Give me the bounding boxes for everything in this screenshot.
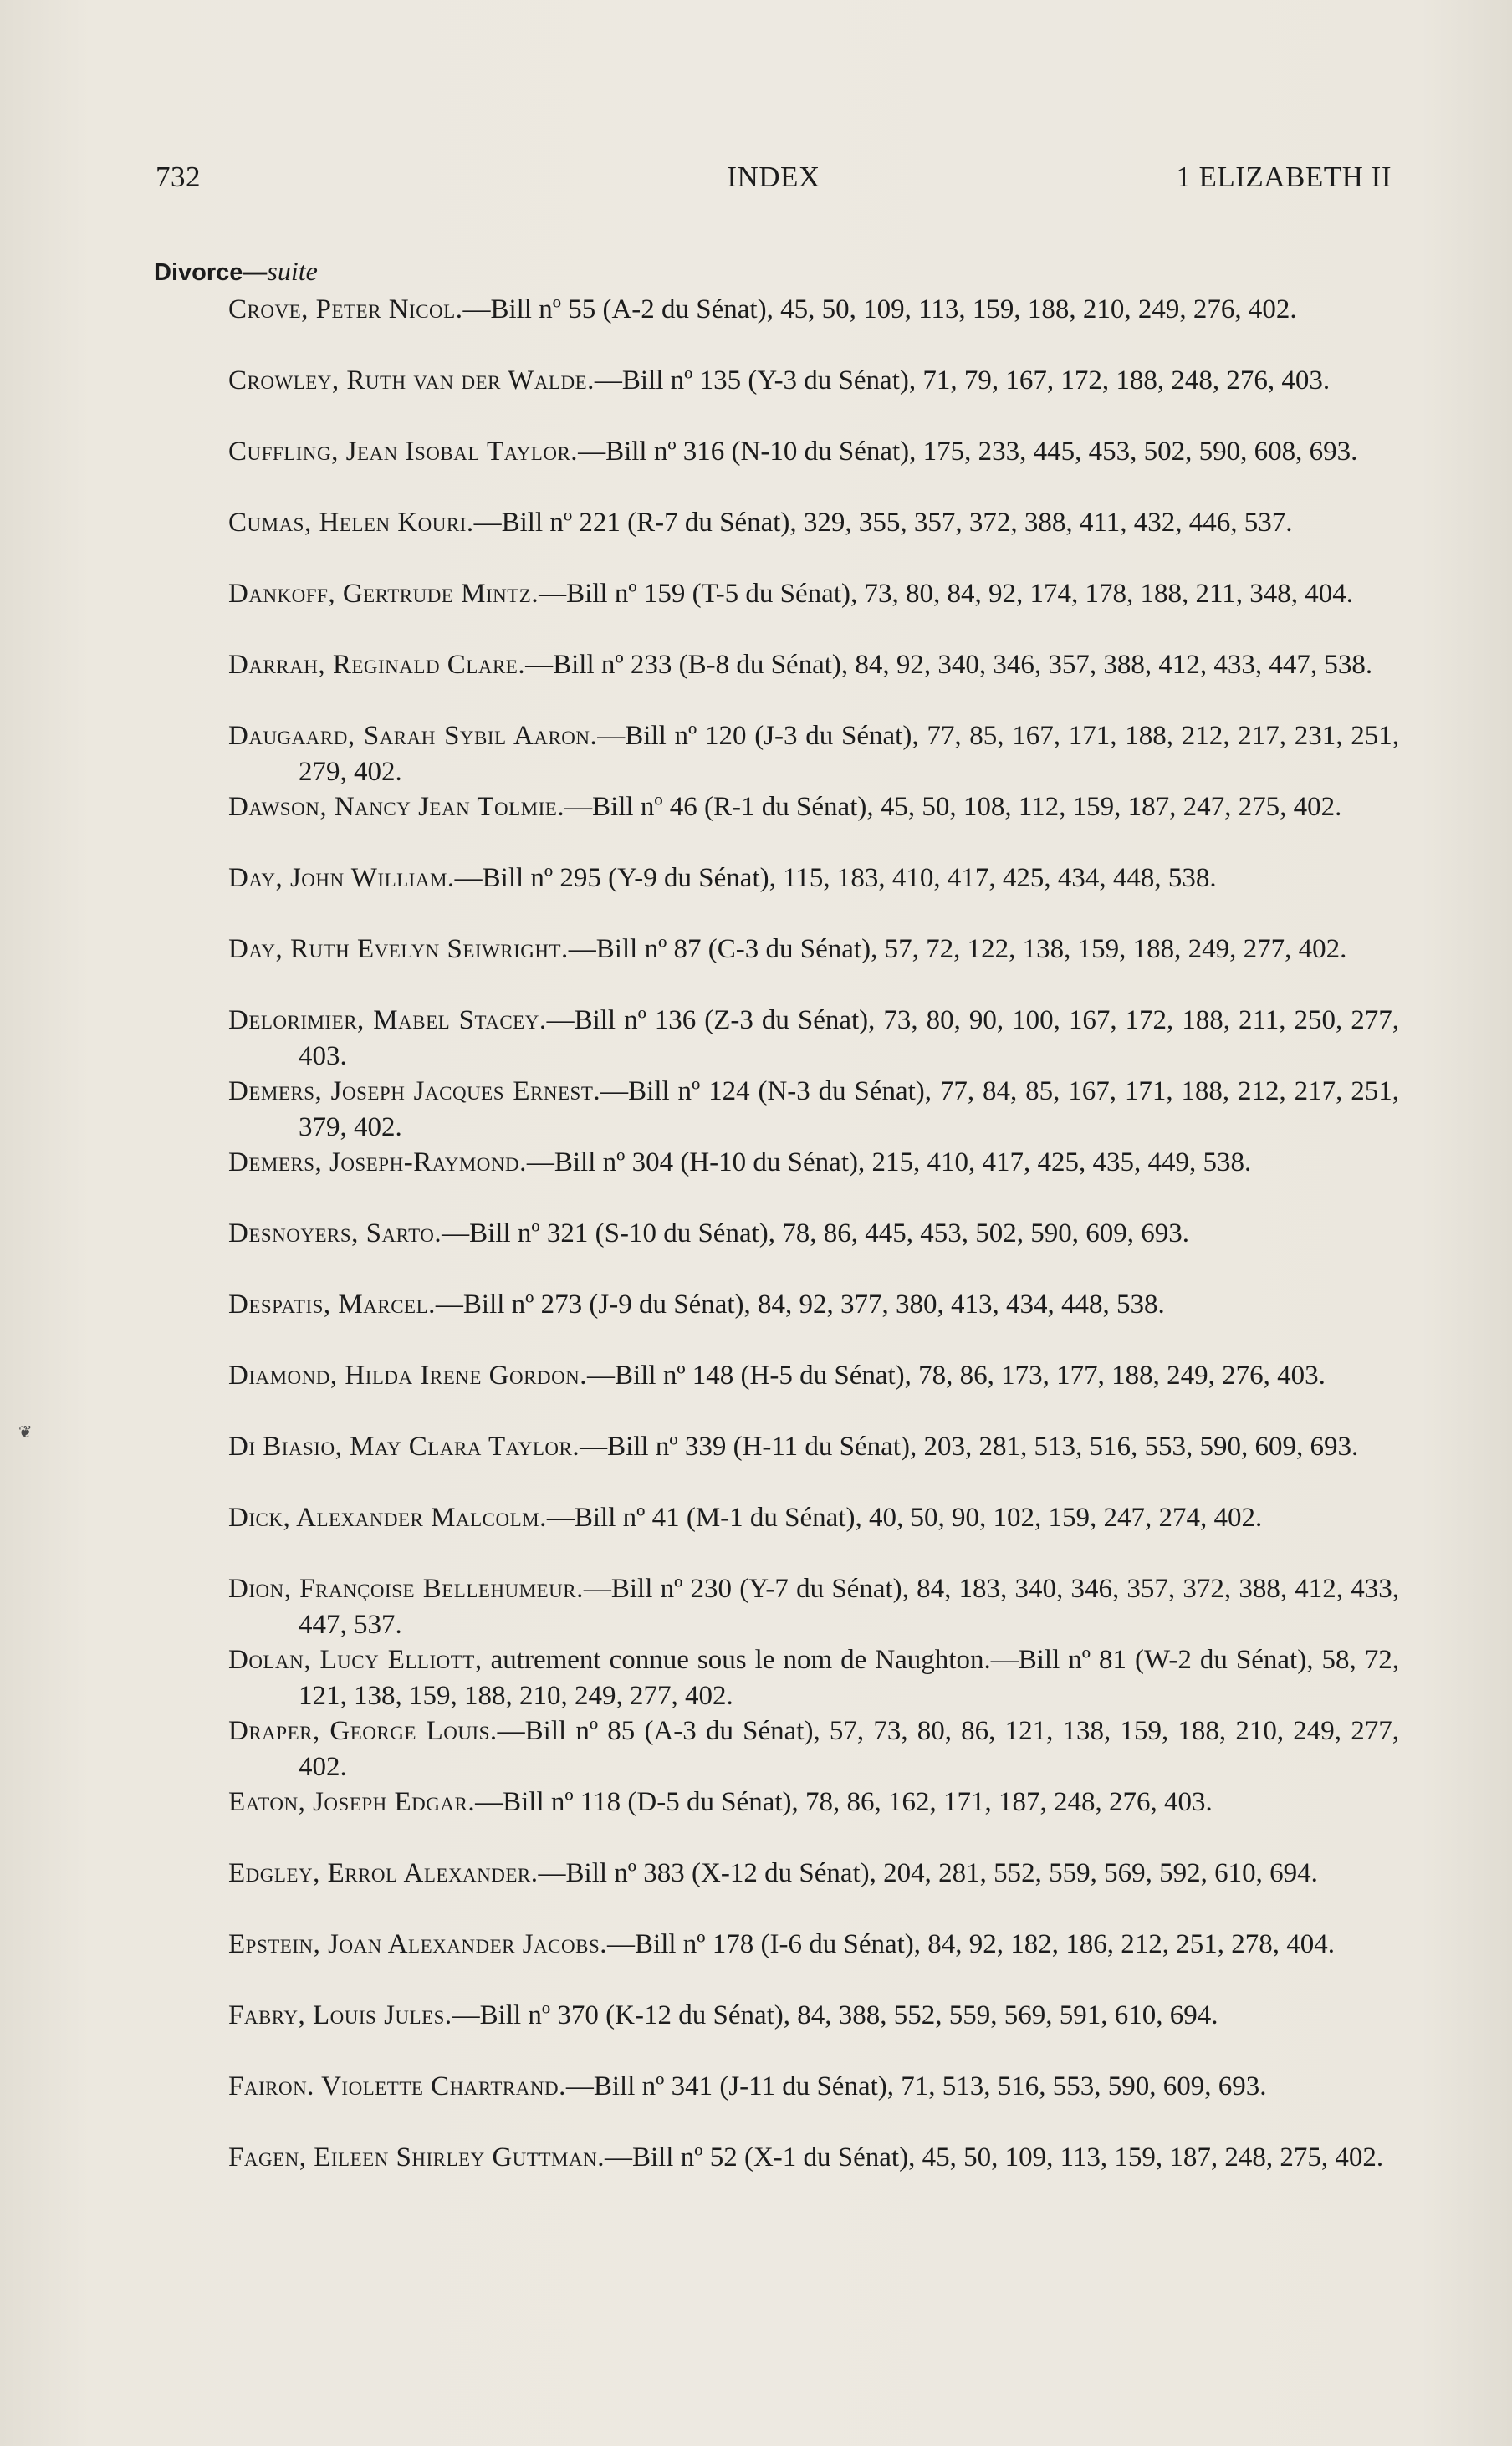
entry-name: Despatis, Marcel.: [228, 1289, 436, 1320]
entry-name: Crove, Peter Nicol.: [228, 294, 463, 324]
entry-name: Daugaard, Sarah Sybil Aaron.: [228, 721, 598, 751]
entry-name: Desnoyers, Sarto.: [228, 1218, 442, 1249]
entry-name: Cuffling, Jean Isobal Taylor.: [228, 437, 579, 467]
entry-details: —Bill nº 52 (X-1 du Sénat), 45, 50, 109, 113, 159, 187, 248, 275, 402.: [604, 2142, 1384, 2173]
entry-name: Edgley, Errol Alexander.: [228, 1858, 539, 1888]
index-entry: [228, 576, 1399, 647]
index-entry: [228, 1145, 1399, 1216]
entry-details: —Bill nº 341 (J-11 du Sénat), 71, 513, 516, 553, 590, 609, 693.: [565, 2071, 1267, 2101]
entry-name: Fagen, Eileen Shirley Guttman.: [228, 2142, 605, 2173]
entry-details: —Bill nº 118 (D-5 du Sénat), 78, 86, 162, 171, 187, 248, 276, 403.: [475, 1787, 1213, 1817]
page-number: 732: [156, 161, 201, 193]
index-entry: [228, 1500, 1399, 1571]
entry-name: Demers, Joseph Jacques Ernest.: [228, 1076, 601, 1106]
index-entry: [228, 860, 1399, 932]
entry-name: Diamond, Hilda Irene Gordon.: [228, 1361, 588, 1391]
entry-details: —Bill nº 148 (H-5 du Sénat), 78, 86, 173, 177, 188, 249, 276, 403.: [587, 1361, 1326, 1391]
entry-details: —Bill nº 316 (N-10 du Sénat), 175, 233, 445, 453, 502, 590, 608, 693.: [578, 437, 1358, 467]
entry-details: —Bill nº 136 (Z-3 du Sénat), 73, 80, 90, 100, 167, 172, 188, 211, 250, 277, 403.: [299, 1005, 1400, 1071]
index-entry: [228, 1856, 1399, 1927]
entry-name: Draper, George Louis.: [228, 1716, 498, 1746]
section-heading: [154, 256, 318, 287]
index-entry: [228, 1713, 1399, 1785]
entry-details: —Bill nº 230 (Y-7 du Sénat), 84, 183, 340, 346, 357, 372, 388, 412, 433, 447, 537.: [299, 1574, 1399, 1640]
entry-details: —Bill nº 41 (M-1 du Sénat), 40, 50, 90, 102, 159, 247, 274, 402.: [546, 1503, 1263, 1533]
entry-details: —Bill nº 383 (X-12 du Sénat), 204, 281, 552, 559, 569, 592, 610, 694.: [538, 1858, 1318, 1888]
entry-details: —Bill nº 273 (J-9 du Sénat), 84, 92, 377, 380, 413, 434, 448, 538.: [435, 1289, 1165, 1320]
entry-details: —Bill nº 159 (T-5 du Sénat), 73, 80, 84, 92, 174, 178, 188, 211, 348, 404.: [539, 579, 1354, 609]
entry-details: —Bill nº 135 (Y-3 du Sénat), 71, 79, 167, 172, 188, 248, 276, 403.: [594, 365, 1331, 396]
entry-details: autrement connue sous le nom de Naughton.—Bill nº 81 (W-2 du Sénat), 58, 72, 121, 138, 159, 188, 210, 249, 277, 402.: [299, 1645, 1399, 1711]
index-entry: [228, 1003, 1399, 1074]
entry-details: —Bill nº 46 (R-1 du Sénat), 45, 50, 108, 112, 159, 187, 247, 275, 402.: [564, 792, 1342, 822]
index-entry: [228, 647, 1399, 718]
index-entry: [228, 932, 1399, 1003]
index-entry: [228, 1429, 1399, 1500]
header-volume: 1 ELIZABETH II: [1176, 161, 1392, 193]
entry-name: Dankoff, Gertrude Mintz.: [228, 579, 539, 609]
index-entry: [228, 505, 1399, 576]
index-entry: [228, 434, 1399, 505]
index-entry: [228, 2140, 1399, 2211]
index-entry: [228, 1571, 1399, 1642]
entry-details: —Bill nº 339 (H-11 du Sénat), 203, 281, 513, 516, 553, 590, 609, 693.: [580, 1432, 1359, 1462]
index-entry: [228, 1927, 1399, 1998]
entry-name: Epstein, Joan Alexander Jacobs.: [228, 1929, 608, 1959]
entry-details: —Bill nº 87 (C-3 du Sénat), 57, 72, 122, 138, 159, 188, 249, 277, 402.: [568, 934, 1347, 964]
running-header: [156, 161, 1392, 201]
entry-name: Dawson, Nancy Jean Tolmie.: [228, 792, 565, 822]
index-entry: [228, 1358, 1399, 1429]
entry-details: —Bill nº 295 (Y-9 du Sénat), 115, 183, 410, 417, 425, 434, 448, 538.: [454, 863, 1217, 893]
entry-name: Darrah, Reginald Clare.: [228, 650, 526, 680]
entry-name: Fairon. Violette Chartrand.: [228, 2071, 566, 2101]
index-entry: [228, 1216, 1399, 1287]
entry-details: —Bill nº 120 (J-3 du Sénat), 77, 85, 167, 171, 188, 212, 217, 231, 251, 279, 402.: [299, 721, 1399, 787]
index-entry: [228, 1642, 1399, 1713]
entry-details: —Bill nº 55 (A-2 du Sénat), 45, 50, 109, 113, 159, 188, 210, 249, 276, 402.: [462, 294, 1297, 324]
index-entry: [228, 1074, 1399, 1145]
index-entry: [228, 718, 1399, 789]
entry-name: Eaton, Joseph Edgar.: [228, 1787, 476, 1817]
index-entry: [228, 789, 1399, 860]
section-heading-suffix: suite: [267, 256, 318, 286]
entry-details: —Bill nº 85 (A-3 du Sénat), 57, 73, 80, 86, 121, 138, 159, 188, 210, 249, 277, 402.: [299, 1716, 1399, 1782]
entry-details: —Bill nº 321 (S-10 du Sénat), 78, 86, 445, 453, 502, 590, 609, 693.: [442, 1218, 1189, 1249]
entry-name: Day, John William.: [228, 863, 455, 893]
ink-speck: ❦: [18, 1423, 33, 1442]
index-entry: [228, 2069, 1399, 2140]
entry-name: Day, Ruth Evelyn Seiwright.: [228, 934, 569, 964]
index-entry: [228, 1998, 1399, 2069]
entry-name: Crowley, Ruth van der Walde.: [228, 365, 595, 396]
entry-details: —Bill nº 233 (B-8 du Sénat), 84, 92, 340, 346, 357, 388, 412, 433, 447, 538.: [525, 650, 1373, 680]
entry-name: Fabry, Louis Jules.: [228, 2000, 452, 2030]
index-entry: [228, 1785, 1399, 1856]
entry-details: —Bill nº 124 (N-3 du Sénat), 77, 84, 85, 167, 171, 188, 212, 217, 251, 379, 402.: [299, 1076, 1399, 1142]
entry-name: Di Biasio, May Clara Taylor.: [228, 1432, 580, 1462]
header-title: INDEX: [727, 161, 820, 193]
entry-name: Cumas, Helen Kouri.: [228, 508, 474, 538]
entry-details: —Bill nº 304 (H-10 du Sénat), 215, 410, 417, 425, 435, 449, 538.: [526, 1147, 1252, 1177]
entry-details: —Bill nº 178 (I-6 du Sénat), 84, 92, 182, 186, 212, 251, 278, 404.: [607, 1929, 1336, 1959]
entry-name: Dolan, Lucy Elliott,: [228, 1645, 483, 1675]
entry-name: Dick, Alexander Malcolm.: [228, 1503, 547, 1533]
entry-name: Delorimier, Mabel Stacey.: [228, 1005, 547, 1035]
index-entry: [228, 363, 1399, 434]
entry-details: —Bill nº 370 (K-12 du Sénat), 84, 388, 552, 559, 569, 591, 610, 694.: [452, 2000, 1218, 2030]
entry-name: Demers, Joseph-Raymond.: [228, 1147, 527, 1177]
index-entry: [228, 292, 1399, 363]
entry-details: —Bill nº 221 (R-7 du Sénat), 329, 355, 357, 372, 388, 411, 432, 446, 537.: [473, 508, 1293, 538]
index-entry: [228, 1287, 1399, 1358]
index-entries: [228, 292, 1399, 2211]
entry-name: Dion, Françoise Bellehumeur.: [228, 1574, 584, 1604]
section-heading-label: Divorce—: [154, 259, 268, 286]
